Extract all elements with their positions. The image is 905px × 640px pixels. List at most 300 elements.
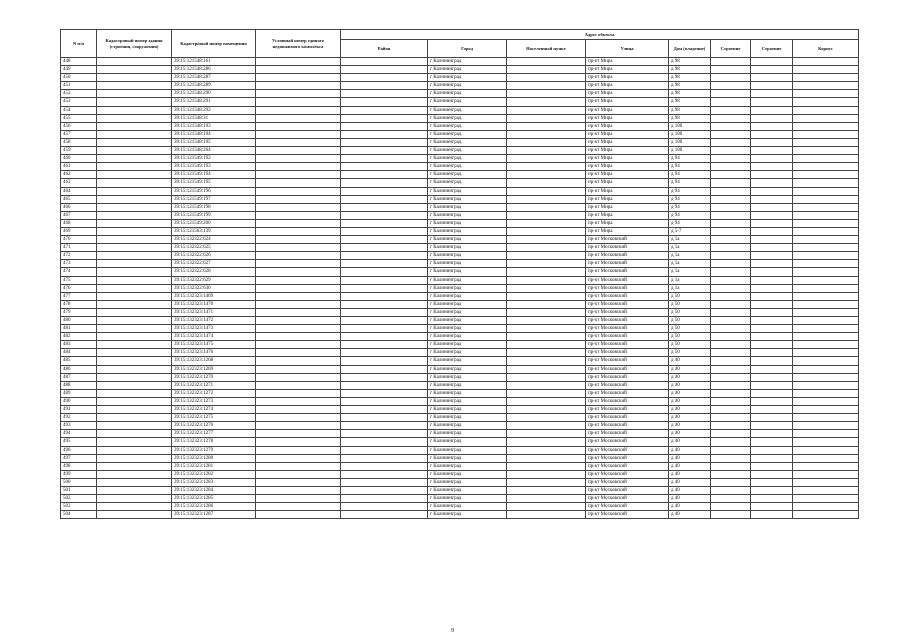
cell-kvartira [793, 308, 859, 316]
cell-cond-number [256, 486, 341, 494]
cell-cad-building [97, 179, 172, 187]
cell-city: г Калининград [428, 211, 507, 219]
cell-cond-number [256, 406, 341, 414]
cell-cad-premise: 39:15:121548:292 [172, 106, 256, 114]
cell-city: г Калининград [428, 195, 507, 203]
cell-num: 457 [61, 130, 97, 138]
cell-stroenie [751, 349, 793, 357]
cell-kvartira [793, 503, 859, 511]
cell-cad-building [97, 503, 172, 511]
cell-cad-building [97, 317, 172, 325]
cell-street: пр-кт Мира [586, 106, 669, 114]
table-row [61, 292, 859, 300]
cell-cad-premise: 39:15:132323:1285 [172, 495, 256, 503]
cell-settlement [507, 511, 586, 519]
cell-kvartira [793, 430, 859, 438]
cell-num: 496 [61, 446, 97, 454]
cell-korpus [711, 171, 751, 179]
cell-stroenie [751, 203, 793, 211]
cell-house: д 50 [669, 349, 711, 357]
cell-stroenie [751, 252, 793, 260]
cell-korpus [711, 357, 751, 365]
cell-cond-number [256, 147, 341, 155]
cell-settlement [507, 106, 586, 114]
cell-district [341, 236, 428, 244]
cell-settlement [507, 414, 586, 422]
table-row [61, 486, 859, 494]
cell-street: пр-кт Московский [586, 244, 669, 252]
cell-cond-number [256, 397, 341, 405]
cell-kvartira [793, 219, 859, 227]
cell-cad-premise: 39:15:132323:1474 [172, 333, 256, 341]
cell-cad-building [97, 147, 172, 155]
cell-stroenie [751, 276, 793, 284]
cell-house: д 1а [669, 268, 711, 276]
cell-city: г Калининград [428, 219, 507, 227]
cell-house: д 98 [669, 114, 711, 122]
cell-district [341, 252, 428, 260]
cell-cond-number [256, 114, 341, 122]
cell-settlement [507, 82, 586, 90]
cell-kvartira [793, 130, 859, 138]
cell-korpus [711, 227, 751, 235]
cell-cad-building [97, 252, 172, 260]
cell-num: 474 [61, 268, 97, 276]
cell-cad-building [97, 470, 172, 478]
cell-cad-premise: 39:15:121549:196 [172, 187, 256, 195]
cell-cad-premise: 39:15:121549:198 [172, 203, 256, 211]
cell-cond-number [256, 300, 341, 308]
cell-street: пр-кт Московский [586, 308, 669, 316]
cell-house: д 100 [669, 130, 711, 138]
cell-district [341, 98, 428, 106]
cell-stroenie [751, 373, 793, 381]
cell-cad-building [97, 478, 172, 486]
cell-street: пр-кт Мира [586, 58, 669, 66]
cell-korpus [711, 365, 751, 373]
cell-stroenie [751, 357, 793, 365]
cell-kvartira [793, 147, 859, 155]
cell-cad-building [97, 155, 172, 163]
cell-house: д 40 [669, 446, 711, 454]
cell-district [341, 147, 428, 155]
cell-korpus [711, 422, 751, 430]
cell-cad-building [97, 236, 172, 244]
cell-house: д 50 [669, 341, 711, 349]
cell-cond-number [256, 495, 341, 503]
cell-cad-premise: 39:15:132323:1473 [172, 325, 256, 333]
cell-city: г Калининград [428, 155, 507, 163]
cell-district [341, 244, 428, 252]
cell-street: пр-кт Московский [586, 292, 669, 300]
cell-stroenie [751, 470, 793, 478]
cell-korpus [711, 106, 751, 114]
table-row [61, 211, 859, 219]
table-row [61, 276, 859, 284]
cell-house: д 50 [669, 308, 711, 316]
cell-district [341, 58, 428, 66]
cell-house: д 50 [669, 333, 711, 341]
cell-settlement [507, 470, 586, 478]
cell-city: г Калининград [428, 470, 507, 478]
cell-korpus [711, 203, 751, 211]
table-row [61, 381, 859, 389]
cell-street: пр-кт Мира [586, 195, 669, 203]
cell-cad-building [97, 406, 172, 414]
cell-cad-building [97, 422, 172, 430]
cell-stroenie [751, 171, 793, 179]
cell-cad-premise: 39:15:132323:1271 [172, 381, 256, 389]
cell-settlement [507, 211, 586, 219]
cell-cad-building [97, 462, 172, 470]
table-row [61, 66, 859, 74]
table-row [61, 349, 859, 357]
cell-stroenie [751, 106, 793, 114]
cell-cond-number [256, 308, 341, 316]
cell-settlement [507, 341, 586, 349]
cell-house: д 1а [669, 236, 711, 244]
cell-cond-number [256, 422, 341, 430]
cell-kvartira [793, 406, 859, 414]
cell-cad-building [97, 163, 172, 171]
cell-num: 467 [61, 211, 97, 219]
cell-stroenie [751, 503, 793, 511]
cell-house: д 98 [669, 58, 711, 66]
cell-stroenie [751, 179, 793, 187]
table-row [61, 438, 859, 446]
cell-settlement [507, 373, 586, 381]
cell-korpus [711, 511, 751, 519]
cell-cad-premise: 39:15:121549:194 [172, 171, 256, 179]
cell-korpus [711, 373, 751, 381]
cell-cad-premise: 39:15:121548:291 [172, 98, 256, 106]
cell-cond-number [256, 155, 341, 163]
cell-district [341, 276, 428, 284]
cell-street: пр-кт Московский [586, 414, 669, 422]
table-row [61, 317, 859, 325]
cell-cad-building [97, 454, 172, 462]
table-row [61, 414, 859, 422]
table-row [61, 478, 859, 486]
cell-house: д 40 [669, 389, 711, 397]
cell-street: пр-кт Мира [586, 114, 669, 122]
cell-district [341, 171, 428, 179]
cell-cad-premise: 39:15:132323:1278 [172, 438, 256, 446]
cell-cond-number [256, 122, 341, 130]
cell-cond-number [256, 244, 341, 252]
cell-district [341, 122, 428, 130]
cell-street: пр-кт Московский [586, 478, 669, 486]
cell-cad-premise: 39:15:132323:1471 [172, 308, 256, 316]
cell-house: д 100 [669, 147, 711, 155]
cell-district [341, 454, 428, 462]
cell-cad-premise: 39:15:132323:1277 [172, 430, 256, 438]
cell-cond-number [256, 357, 341, 365]
cell-korpus [711, 430, 751, 438]
cell-cad-premise: 39:15:132323:1283 [172, 478, 256, 486]
cell-city: г Калининград [428, 276, 507, 284]
cell-korpus [711, 252, 751, 260]
cell-settlement [507, 130, 586, 138]
cell-stroenie [751, 114, 793, 122]
cell-house: д 1а [669, 252, 711, 260]
cell-stroenie [751, 478, 793, 486]
cell-settlement [507, 438, 586, 446]
cell-cad-building [97, 308, 172, 316]
cell-street: пр-кт Московский [586, 511, 669, 519]
cell-settlement [507, 365, 586, 373]
cell-korpus [711, 349, 751, 357]
cell-settlement [507, 357, 586, 365]
cell-stroenie [751, 446, 793, 454]
cell-stroenie [751, 333, 793, 341]
cell-cad-premise: 39:15:121548:287 [172, 74, 256, 82]
cell-cad-building [97, 211, 172, 219]
cell-cad-building [97, 244, 172, 252]
cell-street: пр-кт Московский [586, 300, 669, 308]
cell-street: пр-кт Московский [586, 325, 669, 333]
cell-settlement [507, 333, 586, 341]
cell-num: 503 [61, 503, 97, 511]
cell-city: г Калининград [428, 227, 507, 235]
table-row [61, 138, 859, 146]
table-row [61, 163, 859, 171]
cell-settlement [507, 147, 586, 155]
cell-district [341, 268, 428, 276]
table-row [61, 495, 859, 503]
cell-cad-building [97, 333, 172, 341]
cell-kvartira [793, 317, 859, 325]
cell-settlement [507, 503, 586, 511]
cell-city: г Калининград [428, 138, 507, 146]
cell-settlement [507, 58, 586, 66]
cell-cad-premise: 39:15:132323:1286 [172, 503, 256, 511]
cell-street: пр-кт Мира [586, 90, 669, 98]
table-row [61, 325, 859, 333]
property-register-table [60, 29, 859, 519]
cell-kvartira [793, 179, 859, 187]
table-row [61, 446, 859, 454]
cell-kvartira [793, 187, 859, 195]
cell-num: 452 [61, 90, 97, 98]
cell-num: 493 [61, 422, 97, 430]
cell-cond-number [256, 349, 341, 357]
cell-kvartira [793, 122, 859, 130]
cell-house: д 40 [669, 397, 711, 405]
cell-settlement [507, 179, 586, 187]
cell-cad-building [97, 268, 172, 276]
cell-stroenie [751, 147, 793, 155]
cell-cond-number [256, 138, 341, 146]
cell-district [341, 511, 428, 519]
table-row [61, 98, 859, 106]
table-row [61, 373, 859, 381]
cell-korpus [711, 446, 751, 454]
cell-korpus [711, 478, 751, 486]
cell-street: пр-кт Московский [586, 284, 669, 292]
cell-num: 461 [61, 163, 97, 171]
cell-stroenie [751, 90, 793, 98]
table-row [61, 195, 859, 203]
cell-street: пр-кт Мира [586, 219, 669, 227]
cell-num: 482 [61, 333, 97, 341]
cell-city: г Калининград [428, 260, 507, 268]
cell-street: пр-кт Московский [586, 495, 669, 503]
cell-settlement [507, 317, 586, 325]
cell-street: пр-кт Московский [586, 406, 669, 414]
cell-cad-building [97, 227, 172, 235]
cell-cad-building [97, 82, 172, 90]
cell-kvartira [793, 66, 859, 74]
cell-cad-premise: 39:15:132323:1274 [172, 406, 256, 414]
cell-house: д 94 [669, 163, 711, 171]
cell-num: 455 [61, 114, 97, 122]
table-row [61, 236, 859, 244]
cell-korpus [711, 462, 751, 470]
cell-num: 460 [61, 155, 97, 163]
cell-house: д 40 [669, 503, 711, 511]
cell-num: 476 [61, 284, 97, 292]
cell-cad-building [97, 389, 172, 397]
cell-house: д 94 [669, 195, 711, 203]
cell-house: д 40 [669, 478, 711, 486]
cell-street: пр-кт Мира [586, 82, 669, 90]
cell-kvartira [793, 260, 859, 268]
cell-house: д 94 [669, 155, 711, 163]
cell-cad-building [97, 446, 172, 454]
cell-cad-premise: 39:15:132323:1275 [172, 414, 256, 422]
cell-district [341, 130, 428, 138]
cell-settlement [507, 114, 586, 122]
cell-kvartira [793, 389, 859, 397]
cell-house: д 100 [669, 122, 711, 130]
cell-house: д 40 [669, 357, 711, 365]
cell-num: 501 [61, 486, 97, 494]
cell-cad-premise: 39:15:132323:1273 [172, 397, 256, 405]
cell-kvartira [793, 511, 859, 519]
cell-cond-number [256, 276, 341, 284]
cell-city: г Калининград [428, 397, 507, 405]
cell-korpus [711, 292, 751, 300]
cell-cad-building [97, 381, 172, 389]
cell-district [341, 66, 428, 74]
cell-house: д 94 [669, 219, 711, 227]
cell-house: д 94 [669, 211, 711, 219]
cell-korpus [711, 325, 751, 333]
cell-kvartira [793, 381, 859, 389]
cell-num: 479 [61, 308, 97, 316]
cell-korpus [711, 300, 751, 308]
cell-num: 472 [61, 252, 97, 260]
header-street: Улица [586, 40, 669, 58]
cell-kvartira [793, 422, 859, 430]
cell-house: д 40 [669, 373, 711, 381]
cell-korpus [711, 397, 751, 405]
cell-cad-premise: 39:15:121549:193 [172, 163, 256, 171]
cell-stroenie [751, 430, 793, 438]
cell-korpus [711, 98, 751, 106]
cell-num: 483 [61, 341, 97, 349]
cell-kvartira [793, 155, 859, 163]
cell-cad-building [97, 284, 172, 292]
cell-num: 497 [61, 454, 97, 462]
cell-cond-number [256, 389, 341, 397]
cell-settlement [507, 430, 586, 438]
table-row [61, 90, 859, 98]
cell-cad-premise: 39:15:121549:192 [172, 155, 256, 163]
cell-num: 485 [61, 357, 97, 365]
cell-cad-premise: 39:15:121548:289 [172, 82, 256, 90]
table-row [61, 422, 859, 430]
cell-settlement [507, 219, 586, 227]
table-row [61, 187, 859, 195]
cell-cad-building [97, 114, 172, 122]
cell-street: пр-кт Московский [586, 430, 669, 438]
cell-kvartira [793, 211, 859, 219]
cell-city: г Калининград [428, 66, 507, 74]
header-city: Город [428, 40, 507, 58]
cell-street: пр-кт Московский [586, 268, 669, 276]
cell-stroenie [751, 236, 793, 244]
header-settlement: Населенный пункт [507, 40, 586, 58]
table-row [61, 244, 859, 252]
cell-cond-number [256, 454, 341, 462]
cell-cond-number [256, 106, 341, 114]
cell-cad-premise: 39:15:121549:197 [172, 195, 256, 203]
cell-city: г Калининград [428, 292, 507, 300]
cell-stroenie [751, 317, 793, 325]
cell-city: г Калининград [428, 308, 507, 316]
cell-cad-premise: 39:15:132323:1469 [172, 292, 256, 300]
table-row [61, 106, 859, 114]
cell-kvartira [793, 114, 859, 122]
cell-kvartira [793, 195, 859, 203]
cell-korpus [711, 470, 751, 478]
cell-house: д 94 [669, 187, 711, 195]
cell-house: д 40 [669, 365, 711, 373]
cell-street: пр-кт Мира [586, 138, 669, 146]
cell-cad-premise: 39:15:132323:1281 [172, 462, 256, 470]
cell-settlement [507, 260, 586, 268]
cell-city: г Калининград [428, 252, 507, 260]
cell-district [341, 341, 428, 349]
cell-city: г Калининград [428, 430, 507, 438]
cell-cad-premise: 39:15:132323:1270 [172, 373, 256, 381]
cell-stroenie [751, 163, 793, 171]
header-korpus: Строение [711, 40, 751, 58]
cell-num: 464 [61, 187, 97, 195]
cell-kvartira [793, 106, 859, 114]
cell-district [341, 284, 428, 292]
cell-district [341, 470, 428, 478]
cell-cond-number [256, 503, 341, 511]
header-stroenie: Строение [751, 40, 793, 58]
cell-settlement [507, 349, 586, 357]
cell-settlement [507, 236, 586, 244]
cell-house: д 40 [669, 438, 711, 446]
cell-house: д 98 [669, 74, 711, 82]
cell-district [341, 381, 428, 389]
cell-street: пр-кт Мира [586, 203, 669, 211]
table-row [61, 260, 859, 268]
cell-street: пр-кт Московский [586, 276, 669, 284]
cell-korpus [711, 317, 751, 325]
cell-kvartira [793, 333, 859, 341]
cell-cad-building [97, 414, 172, 422]
table-row [61, 268, 859, 276]
cell-settlement [507, 446, 586, 454]
cell-num: 468 [61, 219, 97, 227]
